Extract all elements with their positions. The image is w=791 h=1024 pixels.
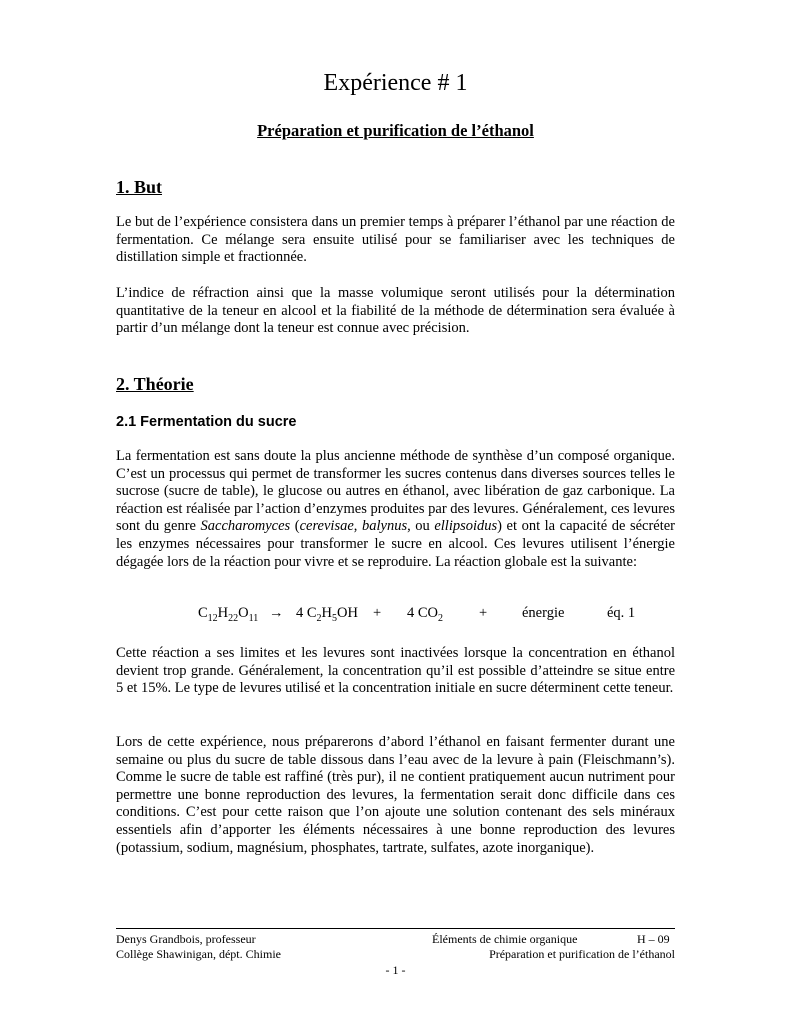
footer-doc-title: Préparation et purification de l’éthanol — [489, 947, 675, 961]
footer-code: H – 09 — [637, 932, 670, 946]
paragraph-fermentation-3: Lors de cette expérience, nous préparerons d’abord l’éthanol en faisant fermenter durant une semaine ou plus du sucre de table dissous dans l’eau avec de la levure à pain (Fleischmann’s). Comme le sucre de table est raffiné (très pur), il ne contient pratiquement aucun nutriment pour permettre une bonne reproduction des levures, la fermentation serait donc difficile dans ces conditions. C’est pour cette raison que l’on ajoute une solution contenant des sels minéraux essentiels afin d’apporter les éléments nécessaires à une bonne reproduction des levures (potassium, sodium, magnésium, phosphates, tartrate, sulfates, azote inorganique). — [116, 734, 675, 856]
paragraph-fermentation-2: Cette réaction a ses limites et les levures sont inactivées lorsque la concentration en éthanol devient trop grande. Généralement, la concentration qu’il est possible d’atteindre se situe entre 5 et 15%. Le type de levures utilisé et la concentration initiale en sucre déterminent cette teneur. — [116, 645, 675, 697]
equation-energy: énergie — [522, 605, 565, 621]
genus-name: Saccharomyces — [200, 518, 291, 535]
equation-reactant: $C_{12}H_{22}O_{11}$ — [198, 605, 259, 624]
footer-divider — [116, 928, 675, 929]
document-subtitle: Préparation et purification de l’éthanol — [257, 121, 534, 140]
subsection-heading-fermentation: 2.1 Fermentation du sucre — [116, 414, 297, 430]
page-number: - 1 - — [385, 963, 406, 977]
section-heading-but: 1. But — [116, 177, 163, 197]
equation-co2: 4 $CO_2$ — [407, 605, 444, 624]
species-name: cerevisae — [299, 518, 354, 535]
footer-author: Denys Grandbois, professeur — [116, 932, 256, 946]
footer-course: Éléments de chimie organique — [432, 932, 578, 946]
species-name: ellipsoidus — [434, 518, 498, 535]
species-name: balynus — [361, 518, 408, 535]
section-heading-theorie: 2. Théorie — [116, 374, 194, 394]
footer-institution: Collège Shawinigan, dépt. Chimie — [116, 947, 281, 961]
paragraph-but-2: L’indice de réfraction ainsi que la masse volumique seront utilisés pour la détermination quantitative de la teneur en alcool et la fiabilité de la méthode de détermination sera évaluée à partir d’un mélange dont la teneur est connue avec précision. — [116, 285, 675, 337]
equation-plus: + — [373, 605, 382, 621]
equation-arrow: → — [269, 605, 284, 621]
paragraph-but-1: Le but de l’expérience consistera dans un premier temps à préparer l’éthanol par une réaction de fermentation. Ce mélange sera ensuite utilisé pour se familiariser avec les techniques de distillation simple et fractionnée. — [116, 214, 675, 266]
equation-plus: + — [479, 605, 488, 621]
paragraph-fermentation-1: La fermentation est sans doute la plus ancienne méthode de synthèse d’un composé organique. C’est un processus qui permet de transformer les sucres contenus dans diverses sources telles le sucrose (sucre de table), le glucose ou autres en éthanol, avec libération de gaz carbonique. La réaction est réalisée par l’action d’enzymes produites par des levures. Généralement, ces levures sont du genre Saccharomyces (cerevisae, balynus, ou ellipsoidus) et ont la capacité de sécréter les enzymes nécessaires pour transformer le sucre en alcool. Ces levures utilisent l’énergie dégagée lors de la réaction pour vivre et se reproduire. La réaction globale est la suivante: — [116, 448, 676, 570]
equation-label: éq. 1 — [607, 605, 636, 621]
equation-ethanol: 4 $C_2H_5OH$ — [296, 605, 358, 624]
document-title: Expérience # 1 — [323, 70, 468, 96]
